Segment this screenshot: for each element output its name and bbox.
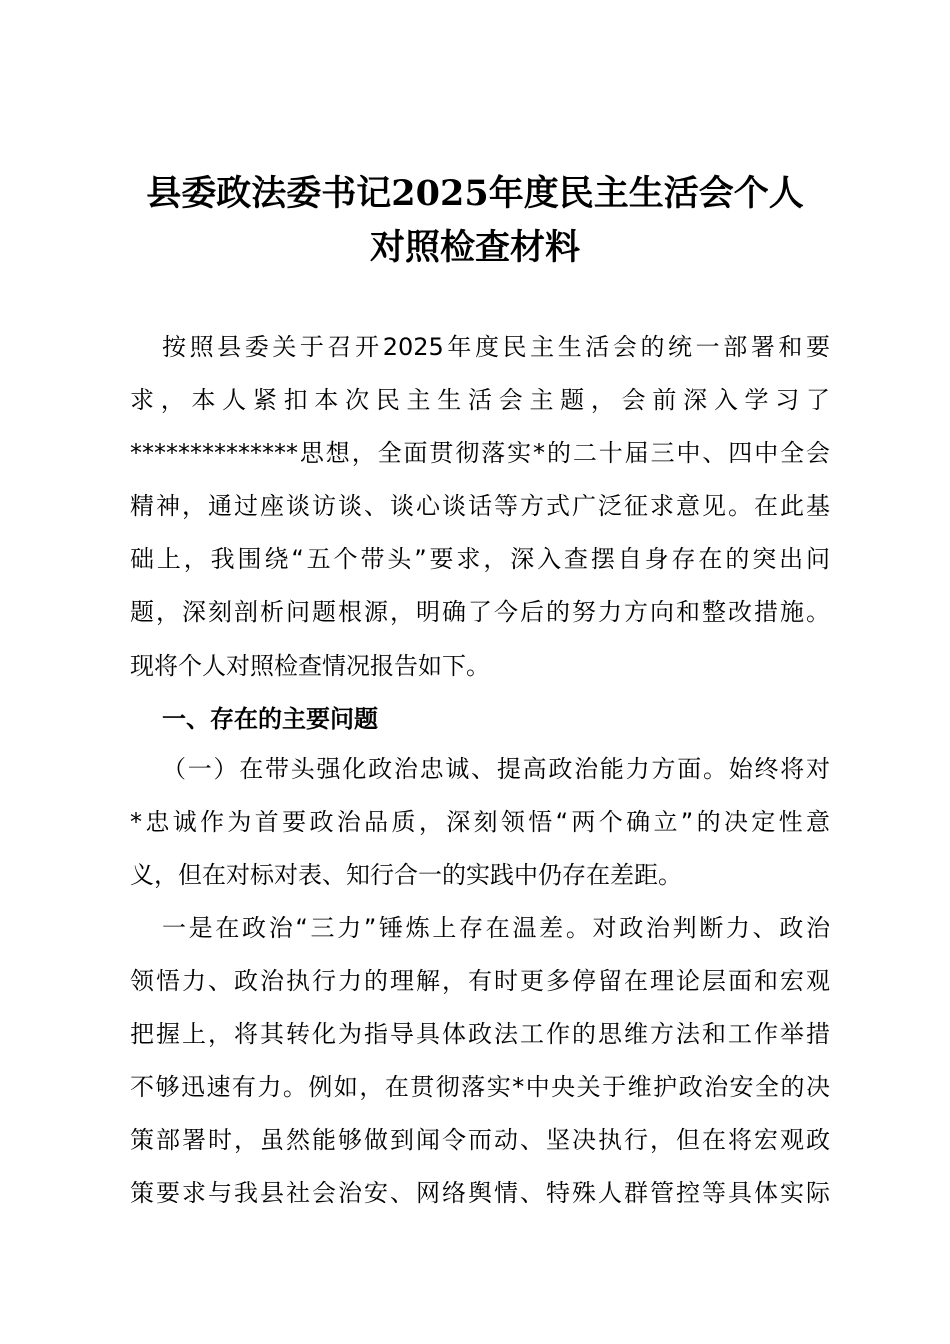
text-line: 策要求与我县社会治安、网络舆情、特殊人群管控等具体实际 [130,1179,830,1208]
paragraph [130,326,830,698]
text-line: 精神，通过座谈访谈、谈心谈话等方式广泛征求意见。在此基 [130,492,830,521]
text-line: 领悟力、政治执行力的理解，有时更多停留在理论层面和宏观 [130,967,830,996]
document-title-line-1: 县委政法委书记2025年度民主生活会个人 [146,173,804,214]
text-line: 础上，我围绕“五个带头”要求，深入查摆自身存在的突出问 [130,545,830,574]
text-line: 按照县委关于召开2025年度民主生活会的统一部署和要 [162,333,830,361]
text-line: 现将个人对照检查情况报告如下。 [130,651,490,680]
text-line: 策部署时，虽然能够做到闻令而动、坚决执行，但在将宏观政 [130,1126,830,1155]
text-line: 一、存在的主要问题 [162,704,378,733]
section-heading [130,698,830,748]
text-line: （一）在带头强化政治忠诚、提高政治能力方面。始终将对 [162,754,830,783]
text-line: 义，但在对标对表、知行合一的实践中仍存在差距。 [130,860,682,889]
text-line: 题，深刻剖析问题根源，明确了今后的努力方向和整改措施。 [130,598,830,627]
document-body [130,326,830,1226]
paragraph [130,907,830,1226]
text-line: 把握上，将其转化为指导具体政法工作的思维方法和工作举措 [130,1020,830,1049]
text-line: *忠诚作为首要政治品质，深刻领悟“两个确立”的决定性意 [130,807,830,836]
text-line: 一是在政治“三力”锤炼上存在温差。对政治判断力、政治 [162,913,830,942]
document-title-line-2: 对照检查材料 [369,227,580,268]
paragraph [130,748,830,907]
text-line: **************思想，全面贯彻落实*的二十届三中、四中全会 [130,439,830,468]
text-line: 求，本人紧扣本次民主生活会主题，会前深入学习了 [130,386,830,415]
text-line: 不够迅速有力。例如，在贯彻落实*中央关于维护政治安全的决 [130,1073,830,1102]
